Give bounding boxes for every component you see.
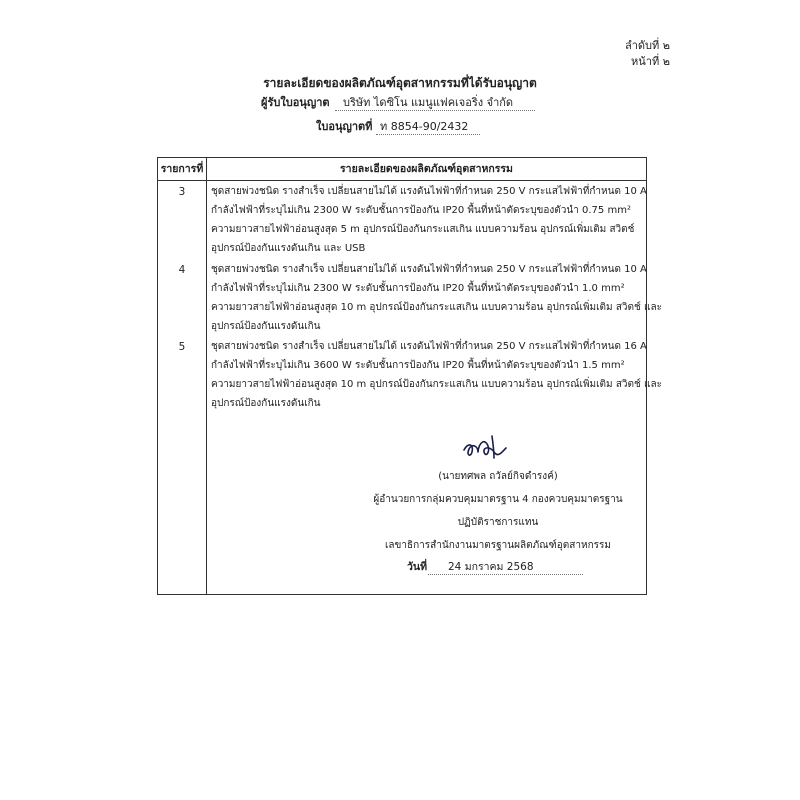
signatory-position: ผู้อำนวยการกลุ่มควบคุมมาตรฐาน 4 กองควบคุมมาตรฐาน bbox=[373, 494, 623, 505]
page-sequence bbox=[625, 38, 670, 70]
item-description-line: อุปกรณ์ป้องกันแรงดันเกิน และ USB bbox=[211, 243, 366, 254]
sequence-number: ลำดับที่ ๒ bbox=[624, 39, 670, 52]
column-header-description: รายละเอียดของผลิตภัณฑ์อุตสาหกรรม bbox=[340, 163, 513, 175]
signatory-office: เลขาธิการสำนักงานมาตรฐานผลิตภัณฑ์อุตสาหกรรม bbox=[385, 540, 611, 551]
licensee-row bbox=[0, 95, 800, 111]
column-divider bbox=[206, 158, 207, 594]
item-description-line: ความยาวสายไฟฟ้าอ่อนสูงสุด 10 m อุปกรณ์ป้องกันกระแสเกิน แบบความร้อน อุปกรณ์เพิ่มเติม สวิตช์ และ bbox=[211, 379, 662, 390]
licensee-value: บริษัท ไดซิโน แมนูแฟคเจอริ่ง จำกัด bbox=[343, 96, 514, 109]
item-description-line: อุปกรณ์ป้องกันแรงดันเกิน bbox=[211, 321, 321, 332]
column-header-item-no: รายการที่ bbox=[160, 163, 204, 175]
license-row bbox=[0, 119, 800, 135]
item-description-line: กำลังไฟฟ้าที่ระบุไม่เกิน 2300 W ระดับชั้นการป้องกัน IP20 พื้นที่หน้าตัดระบุของตัวนำ 1.0 mm² bbox=[211, 283, 625, 294]
licensee-label: ผู้รับใบอนุญาต bbox=[261, 96, 330, 109]
date-label: วันที่ bbox=[407, 561, 427, 573]
item-description-line: ชุดสายพ่วงชนิด รางสำเร็จ เปลี่ยนสายไม่ได้ แรงดันไฟฟ้าที่กำหนด 250 V กระแสไฟฟ้าที่กำหนด 10 A bbox=[211, 264, 647, 275]
item-description-line: กำลังไฟฟ้าที่ระบุไม่เกิน 3600 W ระดับชั้นการป้องกัน IP20 พื้นที่หน้าตัดระบุของตัวนำ 1.5 mm² bbox=[211, 360, 625, 371]
item-description-line: กำลังไฟฟ้าที่ระบุไม่เกิน 2300 W ระดับชั้นการป้องกัน IP20 พื้นที่หน้าตัดระบุของตัวนำ 0.75 mm² bbox=[211, 205, 631, 216]
page-number: หน้าที่ ๒ bbox=[631, 55, 670, 68]
license-label: ใบอนุญาตที่ bbox=[316, 120, 373, 133]
date-value: 24 มกราคม 2568 bbox=[448, 561, 534, 573]
product-details-table bbox=[157, 157, 662, 595]
item-description-line: อุปกรณ์ป้องกันแรงดันเกิน bbox=[211, 398, 321, 409]
item-number: 5 bbox=[178, 341, 186, 353]
item-description-line: ชุดสายพ่วงชนิด รางสำเร็จ เปลี่ยนสายไม่ได้ แรงดันไฟฟ้าที่กำหนด 250 V กระแสไฟฟ้าที่กำหนด 10 A bbox=[211, 186, 647, 197]
signatory-name: (นายทศพล ถวัลย์กิจดำรงค์) bbox=[438, 471, 558, 482]
item-number: 4 bbox=[178, 264, 186, 276]
item-number: 3 bbox=[178, 186, 186, 198]
license-value: ท 8854-90/2432 bbox=[380, 120, 469, 133]
header-divider bbox=[158, 180, 646, 181]
item-description-line: ความยาวสายไฟฟ้าอ่อนสูงสุด 5 m อุปกรณ์ป้องกันกระแสเกิน แบบความร้อน อุปกรณ์เพิ่มเติม สวิตช์ bbox=[211, 224, 635, 235]
signature-image bbox=[458, 428, 518, 468]
signatory-acting: ปฏิบัติราชการแทน bbox=[457, 517, 539, 528]
document-title: รายละเอียดของผลิตภัณฑ์อุตสาหกรรมที่ได้รับอนุญาต bbox=[263, 76, 537, 90]
item-description-line: ความยาวสายไฟฟ้าอ่อนสูงสุด 10 m อุปกรณ์ป้องกันกระแสเกิน แบบความร้อน อุปกรณ์เพิ่มเติม สวิตช์ และ bbox=[211, 302, 662, 313]
item-description-line: ชุดสายพ่วงชนิด รางสำเร็จ เปลี่ยนสายไม่ได้ แรงดันไฟฟ้าที่กำหนด 250 V กระแสไฟฟ้าที่กำหนด 16 A bbox=[211, 341, 647, 352]
